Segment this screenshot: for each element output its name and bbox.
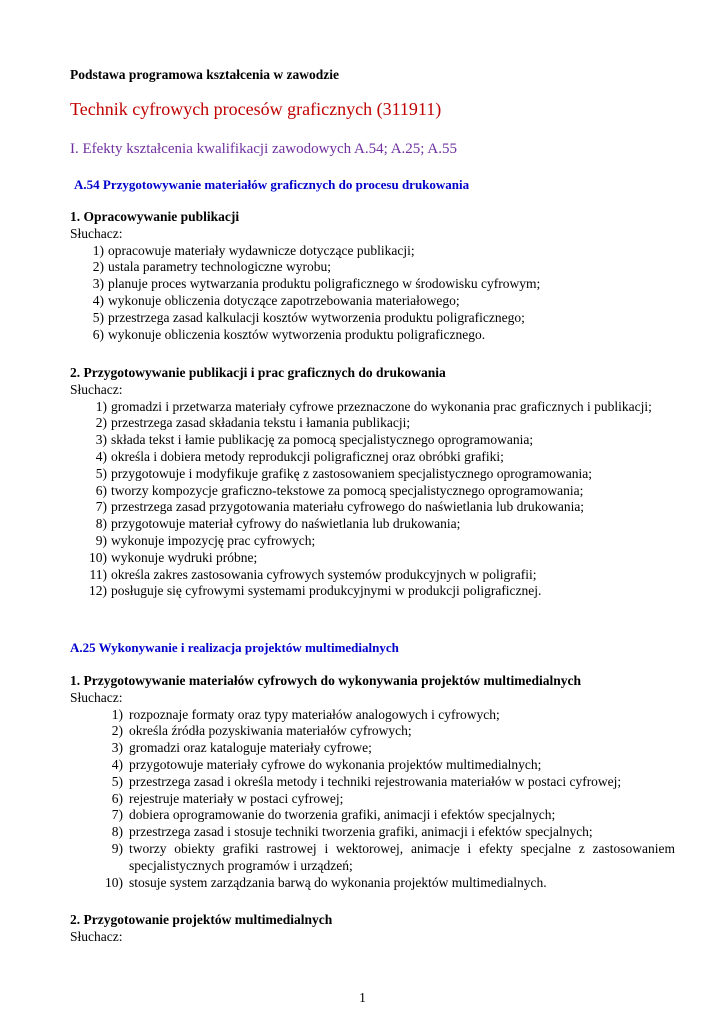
item-number: 1): [95, 398, 107, 414]
outcome-list: [70, 243, 675, 344]
item-number: 3): [111, 740, 123, 756]
item-number: 4): [95, 448, 107, 464]
page-number: 1: [359, 990, 366, 1005]
item-text: tworzy kompozycje graficzno-tekstowe za pomocą specjalistycznego oprogramowania;: [111, 482, 584, 498]
item-text: przestrzega zasad i określa metody i techniki rejestrowania materiałów w postaci cyfrowej;: [129, 773, 622, 789]
section-title: 2. Przygotowywanie publikacji i prac graficznych do drukowania: [70, 365, 446, 380]
list-item: [70, 740, 675, 757]
item-text: rejestruje materiały w postaci cyfrowej;: [129, 790, 344, 806]
item-number: 6): [111, 790, 123, 806]
item-text: określa zakres zastosowania cyfrowych systemów produkcyjnych w poligrafii;: [111, 566, 537, 582]
list-item: [70, 310, 675, 327]
heading-qualification-a54: A.54 Przygotowywanie materiałów graficznych do procesu drukowania: [74, 177, 470, 192]
list-item: [70, 259, 675, 276]
item-text: wykonuje obliczenia kosztów wytworzenia produktu poligraficznego.: [108, 326, 486, 342]
list-item: [70, 583, 675, 600]
section-przygotowywanie-publikacji: [70, 365, 675, 600]
item-text: przygotowuje materiał cyfrowy do naświetlania lub drukowania;: [111, 516, 461, 532]
item-number: 5): [95, 465, 107, 481]
item-text: wykonuje impozycję prac cyfrowych;: [111, 532, 316, 548]
list-item: [70, 550, 675, 567]
list-item: [70, 293, 675, 310]
item-text: planuje proces wytwarzania produktu poligraficznego w środowisku cyfrowym;: [108, 276, 541, 292]
item-number: 1): [92, 242, 104, 258]
list-item: [70, 807, 675, 824]
list-item: [70, 327, 675, 344]
item-text: stosuje system zarządzania barwą do wykonania projektów multimedialnych.: [129, 874, 547, 890]
list-item: [70, 432, 675, 449]
list-item: [70, 516, 675, 533]
item-number: 8): [95, 516, 107, 532]
item-text: opracowuje materiały wydawnicze dotyczące publikacji;: [108, 242, 415, 258]
heading-qualification-a25: A.25 Wykonywanie i realizacja projektów multimedialnych: [70, 640, 399, 655]
item-number: 10): [105, 874, 123, 890]
section-title: 2. Przygotowanie projektów multimedialnych: [70, 912, 333, 927]
item-number: 5): [92, 309, 104, 325]
list-item: [70, 757, 675, 774]
list-item: [70, 707, 675, 724]
item-text: gromadzi i przetwarza materiały cyfrowe przeznaczone do wykonania prac graficznych i publikacji;: [111, 398, 652, 414]
list-item: [70, 567, 675, 584]
list-item: [70, 824, 675, 841]
item-text: składa tekst i łamie publikację za pomocą specjalistycznego oprogramowania;: [111, 432, 534, 448]
item-number: 6): [95, 482, 107, 498]
item-text: określa i dobiera metody reprodukcji poligraficznej oraz obróbki grafiki;: [111, 448, 504, 464]
list-item: [70, 723, 675, 740]
document-title: Technik cyfrowych procesów graficznych (311911): [70, 99, 442, 119]
section-przygotowywanie-materialow-cyfrowych: [70, 673, 675, 891]
section-title: 1. Przygotowywanie materiałów cyfrowych do wykonywania projektów multimedialnych: [70, 673, 581, 688]
item-text: rozpoznaje formaty oraz typy materiałów analogowych i cyfrowych;: [129, 706, 500, 722]
item-text: posługuje się cyfrowymi systemami produkcyjnymi w produkcji poligraficznej.: [111, 583, 542, 599]
item-number: 12): [89, 583, 107, 599]
item-number: 2): [92, 259, 104, 275]
list-item: [70, 276, 675, 293]
item-text: dobiera oprogramowanie do tworzenia grafiki, animacji i efektów specjalnych;: [129, 807, 556, 823]
outcome-list: [70, 399, 675, 601]
section-przygotowanie-projektow: [70, 912, 675, 946]
list-item: [70, 841, 675, 875]
item-text: przygotowuje i modyfikuje grafikę z zastosowaniem specjalistycznego oprogramowania;: [111, 465, 592, 481]
outcome-list: [70, 707, 675, 892]
list-item: [70, 875, 675, 892]
list-item: [70, 533, 675, 550]
item-text: gromadzi oraz kataloguje materiały cyfrowe;: [129, 740, 372, 756]
section-subtitle: Słuchacz:: [70, 689, 123, 705]
item-text: wykonuje wydruki próbne;: [111, 549, 258, 565]
item-text: ustala parametry technologiczne wyrobu;: [108, 259, 332, 275]
list-item: [70, 415, 675, 432]
list-item: [70, 449, 675, 466]
item-number: 9): [111, 840, 123, 856]
item-number: 3): [92, 276, 104, 292]
item-text: przestrzega zasad kalkulacji kosztów wytworzenia produktu poligraficznego;: [108, 309, 525, 325]
item-text: przestrzega zasad przygotowania materiału cyfrowego do naświetlania lub drukowania;: [111, 499, 585, 515]
list-item: [70, 499, 675, 516]
section-subtitle: Słuchacz:: [70, 928, 123, 944]
item-number: 11): [89, 566, 107, 582]
section-subtitle: Słuchacz:: [70, 381, 123, 397]
section-subtitle: Słuchacz:: [70, 225, 123, 241]
list-item: [70, 791, 675, 808]
item-number: 4): [92, 292, 104, 308]
item-text: określa źródła pozyskiwania materiałów cyfrowych;: [129, 723, 412, 739]
item-number: 2): [111, 723, 123, 739]
item-text: wykonuje obliczenia dotyczące zapotrzebowania materiałowego;: [108, 292, 460, 308]
item-number: 7): [95, 499, 107, 515]
item-number: 9): [95, 532, 107, 548]
item-number: 4): [111, 756, 123, 772]
section-opracowywanie-publikacji: [70, 209, 675, 343]
item-text: przygotowuje materiały cyfrowe do wykonania projektów multimedialnych;: [129, 756, 542, 772]
list-item: [70, 466, 675, 483]
item-number: 10): [89, 549, 107, 565]
item-text: przestrzega zasad składania tekstu i łamania publikacji;: [111, 415, 411, 431]
list-item: [70, 774, 675, 791]
heading-learning-outcomes: I. Efekty kształcenia kwalifikacji zawodowych A.54; A.25; A.55: [70, 141, 457, 157]
list-item: [70, 483, 675, 500]
list-item: [70, 399, 675, 416]
item-number: 1): [111, 706, 123, 722]
item-number: 2): [95, 415, 107, 431]
item-number: 6): [92, 326, 104, 342]
item-text: tworzy obiekty grafiki rastrowej i wektorowej, animacje i efekty specjalne z zastosowaniem specjalistycznych programów i urządzeń;: [129, 840, 675, 873]
list-item: [70, 243, 675, 260]
item-number: 8): [111, 824, 123, 840]
item-number: 5): [111, 773, 123, 789]
item-number: 3): [95, 432, 107, 448]
section-title: 1. Opracowywanie publikacji: [70, 209, 240, 224]
item-text: przestrzega zasad i stosuje techniki tworzenia grafiki, animacji i efektów specjalnych;: [129, 824, 593, 840]
document-header: Podstawa programowa kształcenia w zawodzie: [70, 67, 339, 82]
item-number: 7): [111, 807, 123, 823]
